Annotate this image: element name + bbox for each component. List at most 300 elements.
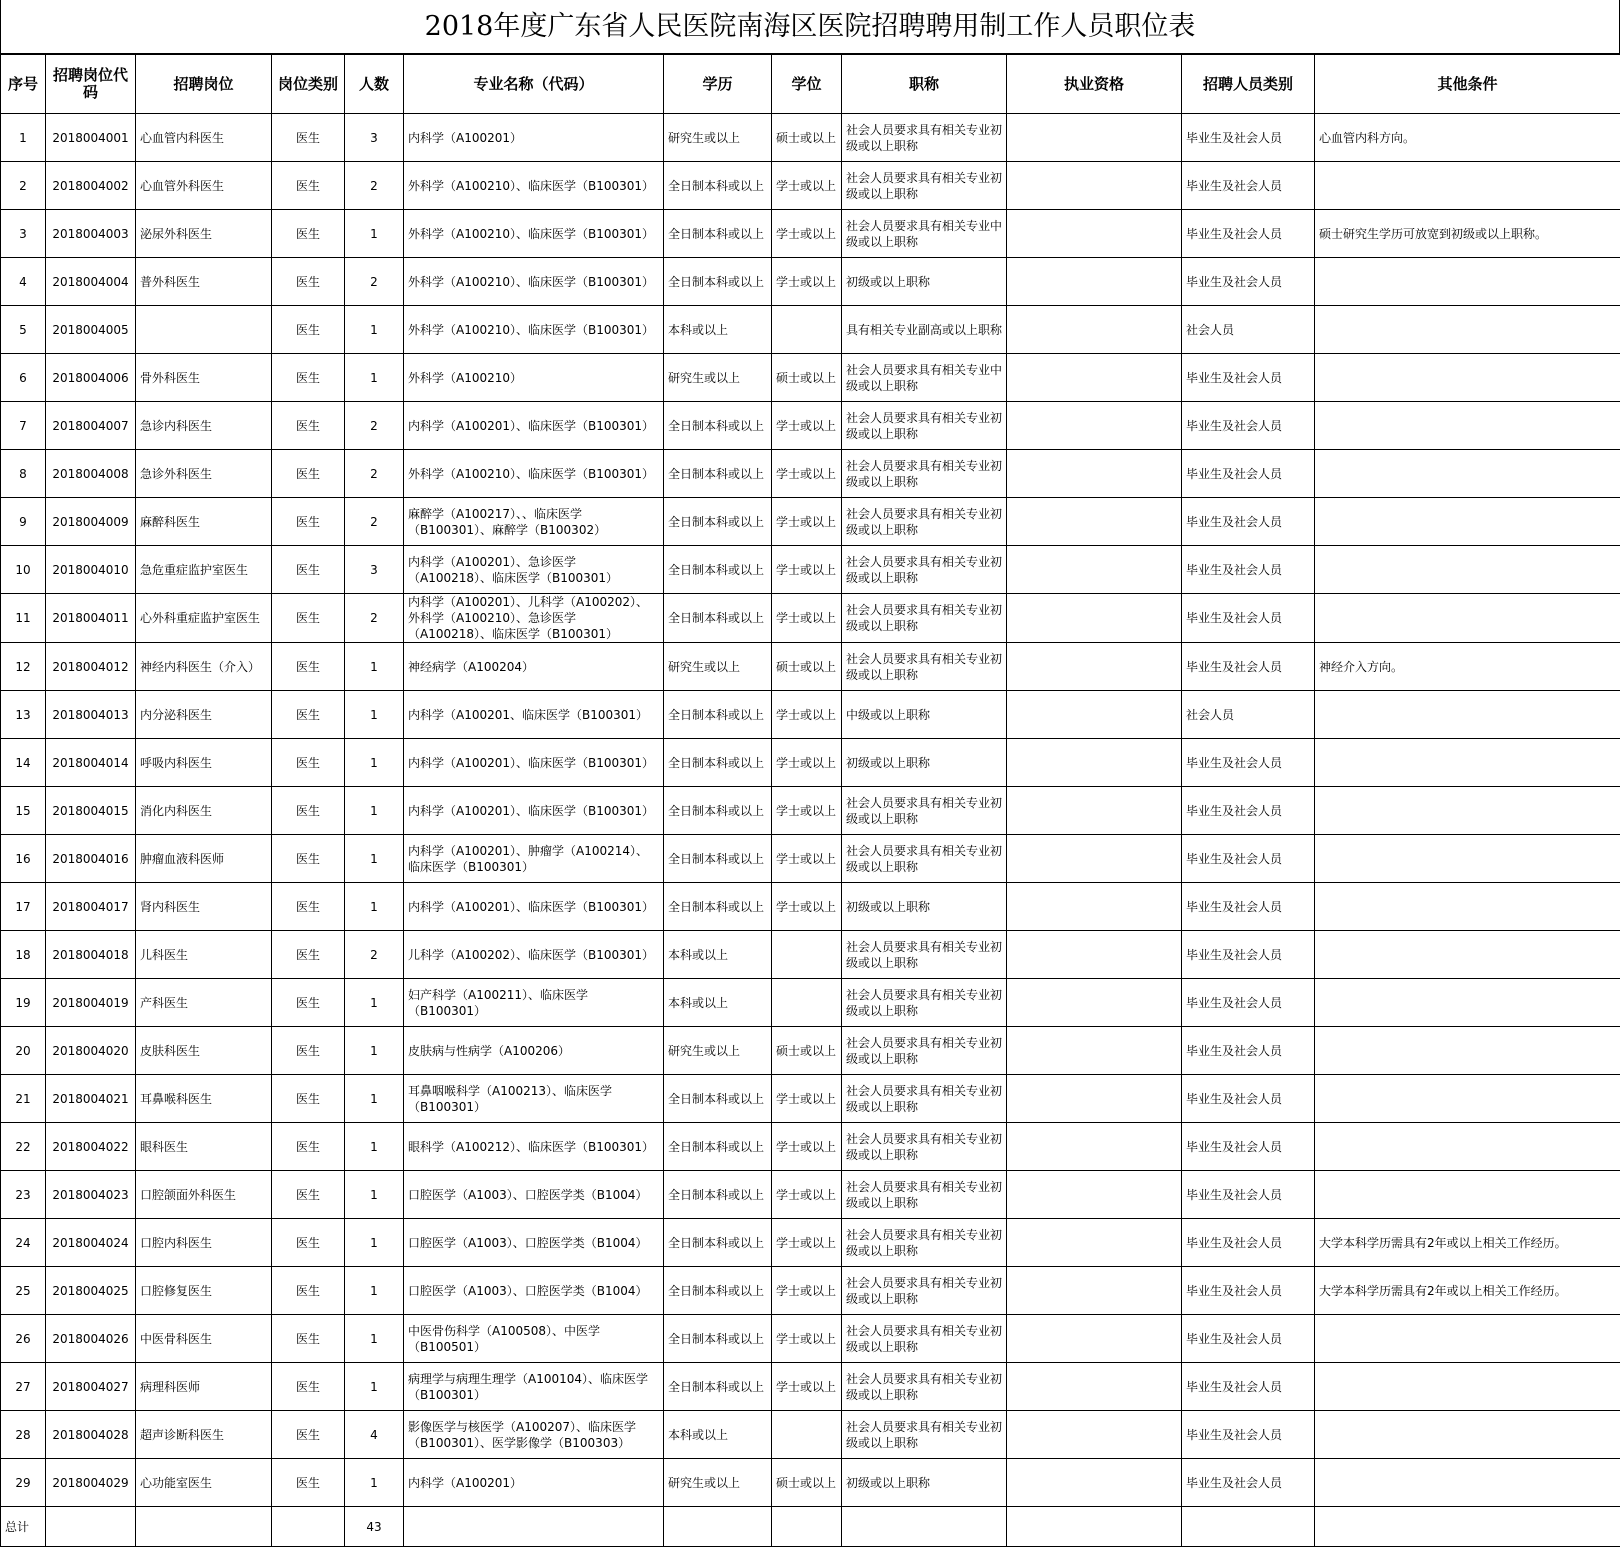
other-conditions-cell — [1315, 258, 1620, 306]
table-row — [1, 114, 1620, 162]
table-row — [1, 1075, 1620, 1123]
table-row — [1, 594, 1620, 643]
position-category-cell: 医生 — [272, 1171, 345, 1219]
applicant-type-cell: 毕业生及社会人员 — [1182, 1411, 1315, 1459]
degree-cell: 学士或以上 — [772, 1075, 842, 1123]
position-name-cell: 消化内科医生 — [136, 787, 272, 835]
license-requirement-cell — [1007, 210, 1182, 258]
position-code-cell: 2018004029 — [46, 1459, 136, 1507]
position-category-cell: 医生 — [272, 979, 345, 1027]
position-category-cell: 医生 — [272, 931, 345, 979]
applicant-type-cell: 毕业生及社会人员 — [1182, 739, 1315, 787]
license-requirement-cell — [1007, 354, 1182, 402]
degree-cell: 学士或以上 — [772, 1315, 842, 1363]
row-number-cell: 17 — [1, 883, 46, 931]
headcount-cell: 1 — [345, 739, 404, 787]
header-cell: 职称 — [842, 55, 1007, 114]
applicant-type-cell: 毕业生及社会人员 — [1182, 883, 1315, 931]
education-cell: 研究生或以上 — [664, 1027, 772, 1075]
license-requirement-cell — [1007, 594, 1182, 643]
applicant-type-cell: 毕业生及社会人员 — [1182, 835, 1315, 883]
title-requirement-cell: 社会人员要求具有相关专业初级或以上职称 — [842, 162, 1007, 210]
degree-cell: 学士或以上 — [772, 835, 842, 883]
license-requirement-cell — [1007, 883, 1182, 931]
license-requirement-cell — [1007, 979, 1182, 1027]
applicant-type-cell: 毕业生及社会人员 — [1182, 787, 1315, 835]
row-number-cell: 18 — [1, 931, 46, 979]
title-requirement-cell: 社会人员要求具有相关专业初级或以上职称 — [842, 1315, 1007, 1363]
table-cell — [842, 1507, 1007, 1547]
row-number-cell: 8 — [1, 450, 46, 498]
applicant-type-cell: 毕业生及社会人员 — [1182, 162, 1315, 210]
major-requirement-cell: 内科学（A100201）、临床医学（B100301） — [404, 787, 664, 835]
row-number-cell: 10 — [1, 546, 46, 594]
position-category-cell: 医生 — [272, 1267, 345, 1315]
degree-cell — [772, 979, 842, 1027]
major-requirement-cell: 内科学（A100201、临床医学（B100301） — [404, 691, 664, 739]
applicant-type-cell: 毕业生及社会人员 — [1182, 1219, 1315, 1267]
license-requirement-cell — [1007, 1411, 1182, 1459]
degree-cell — [772, 1411, 842, 1459]
title-requirement-cell: 社会人员要求具有相关专业初级或以上职称 — [842, 787, 1007, 835]
row-number-cell: 9 — [1, 498, 46, 546]
other-conditions-cell — [1315, 450, 1620, 498]
position-name-cell: 中医骨科医生 — [136, 1315, 272, 1363]
major-requirement-cell: 内科学（A100201）、急诊医学（A100218）、临床医学（B100301） — [404, 546, 664, 594]
education-cell: 全日制本科或以上 — [664, 1315, 772, 1363]
other-conditions-cell — [1315, 1315, 1620, 1363]
other-conditions-cell — [1315, 1027, 1620, 1075]
row-number-cell: 27 — [1, 1363, 46, 1411]
position-code-cell: 2018004027 — [46, 1363, 136, 1411]
license-requirement-cell — [1007, 258, 1182, 306]
major-requirement-cell: 外科学（A100210）、临床医学（B100301） — [404, 210, 664, 258]
major-requirement-cell: 内科学（A100201）、儿科学（A100202）、外科学（A100210）、急诊医学（A100218）、临床医学（B100301） — [404, 594, 664, 643]
education-cell: 全日制本科或以上 — [664, 787, 772, 835]
position-code-cell: 2018004020 — [46, 1027, 136, 1075]
other-conditions-cell — [1315, 691, 1620, 739]
table-row — [1, 643, 1620, 691]
title-requirement-cell: 社会人员要求具有相关专业初级或以上职称 — [842, 1171, 1007, 1219]
education-cell: 本科或以上 — [664, 306, 772, 354]
title-requirement-cell: 社会人员要求具有相关专业初级或以上职称 — [842, 643, 1007, 691]
major-requirement-cell: 内科学（A100201）、临床医学（B100301） — [404, 883, 664, 931]
position-code-cell: 2018004006 — [46, 354, 136, 402]
position-category-cell: 医生 — [272, 787, 345, 835]
headcount-cell: 1 — [345, 1363, 404, 1411]
degree-cell: 学士或以上 — [772, 739, 842, 787]
position-code-cell: 2018004018 — [46, 931, 136, 979]
position-category-cell: 医生 — [272, 162, 345, 210]
title-requirement-cell: 初级或以上职称 — [842, 739, 1007, 787]
degree-cell: 学士或以上 — [772, 594, 842, 643]
row-number-cell: 19 — [1, 979, 46, 1027]
license-requirement-cell — [1007, 498, 1182, 546]
education-cell: 全日制本科或以上 — [664, 258, 772, 306]
table-row — [1, 1459, 1620, 1507]
degree-cell: 学士或以上 — [772, 1171, 842, 1219]
title-requirement-cell: 社会人员要求具有相关专业初级或以上职称 — [842, 114, 1007, 162]
degree-cell: 学士或以上 — [772, 162, 842, 210]
other-conditions-cell: 大学本科学历需具有2年或以上相关工作经历。 — [1315, 1267, 1620, 1315]
table-cell — [1182, 1507, 1315, 1547]
headcount-cell: 1 — [345, 1075, 404, 1123]
license-requirement-cell — [1007, 835, 1182, 883]
applicant-type-cell: 毕业生及社会人员 — [1182, 498, 1315, 546]
applicant-type-cell: 毕业生及社会人员 — [1182, 450, 1315, 498]
position-category-cell: 医生 — [272, 1459, 345, 1507]
other-conditions-cell: 硕士研究生学历可放宽到初级或以上职称。 — [1315, 210, 1620, 258]
applicant-type-cell: 毕业生及社会人员 — [1182, 1267, 1315, 1315]
applicant-type-cell: 毕业生及社会人员 — [1182, 1027, 1315, 1075]
education-cell: 全日制本科或以上 — [664, 1363, 772, 1411]
license-requirement-cell — [1007, 739, 1182, 787]
title-requirement-cell: 社会人员要求具有相关专业初级或以上职称 — [842, 1267, 1007, 1315]
table-row — [1, 498, 1620, 546]
license-requirement-cell — [1007, 402, 1182, 450]
table-row — [1, 1123, 1620, 1171]
title-requirement-cell: 初级或以上职称 — [842, 883, 1007, 931]
major-requirement-cell: 中医骨伤科学（A100508）、中医学（B100501） — [404, 1315, 664, 1363]
degree-cell: 硕士或以上 — [772, 1027, 842, 1075]
table-row — [1, 354, 1620, 402]
headcount-cell: 1 — [345, 883, 404, 931]
table-row — [1, 979, 1620, 1027]
degree-cell: 学士或以上 — [772, 1267, 842, 1315]
title-requirement-cell: 社会人员要求具有相关专业初级或以上职称 — [842, 1123, 1007, 1171]
major-requirement-cell: 内科学（A100201）、肿瘤学（A100214）、临床医学（B100301） — [404, 835, 664, 883]
position-code-cell: 2018004015 — [46, 787, 136, 835]
headcount-cell: 1 — [345, 643, 404, 691]
title-requirement-cell: 社会人员要求具有相关专业初级或以上职称 — [842, 594, 1007, 643]
header-row — [1, 55, 1620, 114]
major-requirement-cell: 内科学（A100201） — [404, 1459, 664, 1507]
position-name-cell: 耳鼻喉科医生 — [136, 1075, 272, 1123]
title-requirement-cell: 社会人员要求具有相关专业初级或以上职称 — [842, 931, 1007, 979]
row-number-cell: 20 — [1, 1027, 46, 1075]
license-requirement-cell — [1007, 1219, 1182, 1267]
education-cell: 全日制本科或以上 — [664, 1267, 772, 1315]
major-requirement-cell: 外科学（A100210） — [404, 354, 664, 402]
table-row — [1, 1363, 1620, 1411]
education-cell: 全日制本科或以上 — [664, 210, 772, 258]
position-code-cell: 2018004017 — [46, 883, 136, 931]
license-requirement-cell — [1007, 1075, 1182, 1123]
header-cell: 专业名称（代码） — [404, 55, 664, 114]
license-requirement-cell — [1007, 1363, 1182, 1411]
education-cell: 全日制本科或以上 — [664, 1075, 772, 1123]
row-number-cell: 2 — [1, 162, 46, 210]
other-conditions-cell — [1315, 787, 1620, 835]
other-conditions-cell — [1315, 883, 1620, 931]
major-requirement-cell: 妇产科学（A100211）、临床医学（B100301） — [404, 979, 664, 1027]
other-conditions-cell — [1315, 1123, 1620, 1171]
headcount-cell: 1 — [345, 835, 404, 883]
other-conditions-cell — [1315, 1171, 1620, 1219]
degree-cell: 学士或以上 — [772, 1123, 842, 1171]
table-row — [1, 1027, 1620, 1075]
applicant-type-cell: 毕业生及社会人员 — [1182, 210, 1315, 258]
degree-cell: 硕士或以上 — [772, 643, 842, 691]
applicant-type-cell: 毕业生及社会人员 — [1182, 1171, 1315, 1219]
degree-cell: 硕士或以上 — [772, 114, 842, 162]
major-requirement-cell: 耳鼻咽喉科学（A100213）、临床医学（B100301） — [404, 1075, 664, 1123]
position-code-cell: 2018004028 — [46, 1411, 136, 1459]
education-cell: 研究生或以上 — [664, 114, 772, 162]
position-code-cell: 2018004026 — [46, 1315, 136, 1363]
header-cell: 招聘人员类别 — [1182, 55, 1315, 114]
license-requirement-cell — [1007, 1171, 1182, 1219]
position-category-cell: 医生 — [272, 210, 345, 258]
license-requirement-cell — [1007, 787, 1182, 835]
degree-cell: 学士或以上 — [772, 498, 842, 546]
position-name-cell: 口腔内科医生 — [136, 1219, 272, 1267]
header-cell: 人数 — [345, 55, 404, 114]
position-category-cell: 医生 — [272, 1075, 345, 1123]
license-requirement-cell — [1007, 1267, 1182, 1315]
license-requirement-cell — [1007, 546, 1182, 594]
table-cell — [1315, 1507, 1620, 1547]
degree-cell: 学士或以上 — [772, 787, 842, 835]
education-cell: 全日制本科或以上 — [664, 1171, 772, 1219]
degree-cell: 学士或以上 — [772, 450, 842, 498]
major-requirement-cell: 内科学（A100201）、临床医学（B100301） — [404, 739, 664, 787]
title-requirement-cell: 初级或以上职称 — [842, 258, 1007, 306]
position-category-cell: 医生 — [272, 691, 345, 739]
other-conditions-cell — [1315, 306, 1620, 354]
row-number-cell: 12 — [1, 643, 46, 691]
other-conditions-cell — [1315, 1363, 1620, 1411]
table-row — [1, 739, 1620, 787]
position-name-cell: 眼科医生 — [136, 1123, 272, 1171]
position-name-cell: 心外科重症监护室医生 — [136, 594, 272, 643]
education-cell: 本科或以上 — [664, 1411, 772, 1459]
position-category-cell: 医生 — [272, 498, 345, 546]
table-cell — [404, 1507, 664, 1547]
degree-cell: 学士或以上 — [772, 210, 842, 258]
education-cell: 全日制本科或以上 — [664, 162, 772, 210]
applicant-type-cell: 毕业生及社会人员 — [1182, 354, 1315, 402]
position-code-cell: 2018004007 — [46, 402, 136, 450]
header-cell: 学历 — [664, 55, 772, 114]
position-category-cell: 医生 — [272, 835, 345, 883]
position-category-cell: 医生 — [272, 1315, 345, 1363]
table-cell — [136, 1507, 272, 1547]
degree-cell: 学士或以上 — [772, 546, 842, 594]
degree-cell: 硕士或以上 — [772, 354, 842, 402]
title-requirement-cell: 社会人员要求具有相关专业初级或以上职称 — [842, 979, 1007, 1027]
position-name-cell: 产科医生 — [136, 979, 272, 1027]
row-number-cell: 15 — [1, 787, 46, 835]
header-cell: 招聘岗位代码 — [46, 55, 136, 114]
applicant-type-cell: 毕业生及社会人员 — [1182, 258, 1315, 306]
table-row — [1, 402, 1620, 450]
headcount-cell: 1 — [345, 691, 404, 739]
position-category-cell: 医生 — [272, 354, 345, 402]
row-number-cell: 7 — [1, 402, 46, 450]
position-code-cell: 2018004011 — [46, 594, 136, 643]
major-requirement-cell: 影像医学与核医学（A100207）、临床医学（B100301）、医学影像学（B100303） — [404, 1411, 664, 1459]
other-conditions-cell: 心血管内科方向。 — [1315, 114, 1620, 162]
row-number-cell: 11 — [1, 594, 46, 643]
headcount-cell: 1 — [345, 354, 404, 402]
row-number-cell: 14 — [1, 739, 46, 787]
table-cell — [46, 1507, 136, 1547]
other-conditions-cell — [1315, 1459, 1620, 1507]
license-requirement-cell — [1007, 306, 1182, 354]
applicant-type-cell: 毕业生及社会人员 — [1182, 114, 1315, 162]
position-name-cell: 急诊内科医生 — [136, 402, 272, 450]
headcount-cell: 2 — [345, 450, 404, 498]
position-code-cell: 2018004024 — [46, 1219, 136, 1267]
other-conditions-cell — [1315, 546, 1620, 594]
row-number-cell: 26 — [1, 1315, 46, 1363]
license-requirement-cell — [1007, 1315, 1182, 1363]
headcount-cell: 2 — [345, 594, 404, 643]
position-code-cell: 2018004001 — [46, 114, 136, 162]
education-cell: 研究生或以上 — [664, 354, 772, 402]
degree-cell: 学士或以上 — [772, 691, 842, 739]
title-requirement-cell: 社会人员要求具有相关专业初级或以上职称 — [842, 1027, 1007, 1075]
education-cell: 全日制本科或以上 — [664, 594, 772, 643]
row-number-cell: 28 — [1, 1411, 46, 1459]
position-category-cell: 医生 — [272, 1219, 345, 1267]
position-code-cell: 2018004021 — [46, 1075, 136, 1123]
position-name-cell: 麻醉科医生 — [136, 498, 272, 546]
table-row — [1, 450, 1620, 498]
position-name-cell: 内分泌科医生 — [136, 691, 272, 739]
headcount-cell: 3 — [345, 114, 404, 162]
position-name-cell: 泌尿外科医生 — [136, 210, 272, 258]
position-code-cell: 2018004008 — [46, 450, 136, 498]
position-name-cell: 口腔颌面外科医生 — [136, 1171, 272, 1219]
applicant-type-cell: 毕业生及社会人员 — [1182, 979, 1315, 1027]
major-requirement-cell: 外科学（A100210）、临床医学（B100301） — [404, 162, 664, 210]
education-cell: 全日制本科或以上 — [664, 691, 772, 739]
education-cell: 全日制本科或以上 — [664, 1123, 772, 1171]
position-category-cell: 医生 — [272, 594, 345, 643]
degree-cell: 硕士或以上 — [772, 1459, 842, 1507]
job-table — [0, 54, 1620, 1547]
title-requirement-cell: 社会人员要求具有相关专业初级或以上职称 — [842, 402, 1007, 450]
table-row — [1, 1411, 1620, 1459]
license-requirement-cell — [1007, 691, 1182, 739]
degree-cell: 学士或以上 — [772, 883, 842, 931]
other-conditions-cell — [1315, 162, 1620, 210]
position-category-cell: 医生 — [272, 1411, 345, 1459]
position-code-cell: 2018004014 — [46, 739, 136, 787]
table-row — [1, 835, 1620, 883]
position-name-cell: 肿瘤血液科医师 — [136, 835, 272, 883]
position-category-cell: 医生 — [272, 114, 345, 162]
applicant-type-cell: 社会人员 — [1182, 306, 1315, 354]
education-cell: 全日制本科或以上 — [664, 498, 772, 546]
major-requirement-cell: 病理学与病理生理学（A100104）、临床医学（B100301） — [404, 1363, 664, 1411]
position-name-cell: 儿科医生 — [136, 931, 272, 979]
headcount-cell: 4 — [345, 1411, 404, 1459]
header-cell: 执业资格 — [1007, 55, 1182, 114]
position-category-cell: 医生 — [272, 1123, 345, 1171]
position-category-cell: 医生 — [272, 1027, 345, 1075]
major-requirement-cell: 眼科学（A100212）、临床医学（B100301） — [404, 1123, 664, 1171]
license-requirement-cell — [1007, 1459, 1182, 1507]
position-name-cell: 口腔修复医生 — [136, 1267, 272, 1315]
title-requirement-cell: 社会人员要求具有相关专业初级或以上职称 — [842, 1075, 1007, 1123]
row-number-cell: 1 — [1, 114, 46, 162]
position-name-cell: 心功能室医生 — [136, 1459, 272, 1507]
position-name-cell: 肾内科医生 — [136, 883, 272, 931]
total-row — [1, 1507, 1620, 1547]
headcount-cell: 1 — [345, 1459, 404, 1507]
row-number-cell: 24 — [1, 1219, 46, 1267]
headcount-cell: 2 — [345, 498, 404, 546]
position-category-cell: 医生 — [272, 450, 345, 498]
major-requirement-cell: 外科学（A100210）、临床医学（B100301） — [404, 450, 664, 498]
applicant-type-cell: 毕业生及社会人员 — [1182, 546, 1315, 594]
position-name-cell: 呼吸内科医生 — [136, 739, 272, 787]
license-requirement-cell — [1007, 162, 1182, 210]
table-row — [1, 546, 1620, 594]
headcount-cell: 1 — [345, 1267, 404, 1315]
table-row — [1, 1171, 1620, 1219]
position-name-cell: 急危重症监护室医生 — [136, 546, 272, 594]
other-conditions-cell — [1315, 498, 1620, 546]
headcount-cell: 1 — [345, 1171, 404, 1219]
position-category-cell: 医生 — [272, 402, 345, 450]
position-code-cell: 2018004019 — [46, 979, 136, 1027]
title-requirement-cell: 社会人员要求具有相关专业初级或以上职称 — [842, 1219, 1007, 1267]
position-name-cell: 超声诊断科医生 — [136, 1411, 272, 1459]
headcount-cell: 1 — [345, 210, 404, 258]
position-code-cell: 2018004003 — [46, 210, 136, 258]
title-requirement-cell: 社会人员要求具有相关专业初级或以上职称 — [842, 1411, 1007, 1459]
major-requirement-cell: 皮肤病与性病学（A100206） — [404, 1027, 664, 1075]
position-code-cell: 2018004004 — [46, 258, 136, 306]
education-cell: 全日制本科或以上 — [664, 546, 772, 594]
table-row — [1, 883, 1620, 931]
row-number-cell: 6 — [1, 354, 46, 402]
row-number-cell: 21 — [1, 1075, 46, 1123]
education-cell: 研究生或以上 — [664, 1459, 772, 1507]
other-conditions-cell — [1315, 979, 1620, 1027]
headcount-cell: 2 — [345, 258, 404, 306]
education-cell: 全日制本科或以上 — [664, 739, 772, 787]
title-requirement-cell: 社会人员要求具有相关专业初级或以上职称 — [842, 835, 1007, 883]
license-requirement-cell — [1007, 450, 1182, 498]
education-cell: 全日制本科或以上 — [664, 835, 772, 883]
license-requirement-cell — [1007, 1027, 1182, 1075]
headcount-cell: 3 — [345, 546, 404, 594]
degree-cell — [772, 306, 842, 354]
major-requirement-cell: 口腔医学（A1003）、口腔医学类（B1004） — [404, 1267, 664, 1315]
degree-cell: 学士或以上 — [772, 1363, 842, 1411]
position-category-cell: 医生 — [272, 643, 345, 691]
headcount-cell: 1 — [345, 1027, 404, 1075]
table-row — [1, 787, 1620, 835]
table-row — [1, 1267, 1620, 1315]
applicant-type-cell: 毕业生及社会人员 — [1182, 1123, 1315, 1171]
table-cell — [664, 1507, 772, 1547]
table-row — [1, 691, 1620, 739]
position-name-cell — [136, 306, 272, 354]
major-requirement-cell: 儿科学（A100202）、临床医学（B100301） — [404, 931, 664, 979]
major-requirement-cell: 内科学（A100201） — [404, 114, 664, 162]
education-cell: 全日制本科或以上 — [664, 1219, 772, 1267]
table-row — [1, 931, 1620, 979]
other-conditions-cell: 神经介入方向。 — [1315, 643, 1620, 691]
position-code-cell: 2018004013 — [46, 691, 136, 739]
position-name-cell: 病理科医师 — [136, 1363, 272, 1411]
